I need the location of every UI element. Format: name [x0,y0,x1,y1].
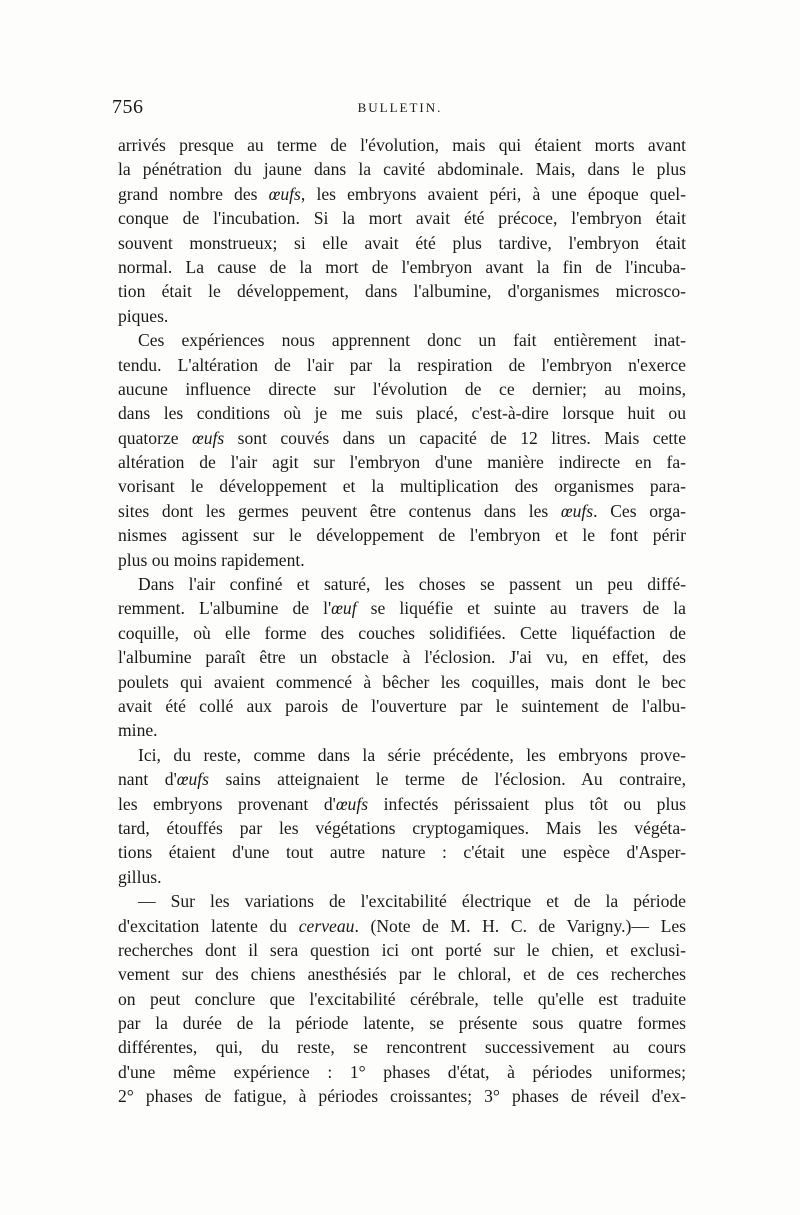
text-line [118,914,686,938]
text-segment: sites dont les germes peuvent être contenus dans les [118,500,561,521]
text-line: tard, étouffés par les végétations cryptogamiques. Mais les végéta- [118,817,686,838]
text-line: la pénétration du jaune dans la cavité abdominale. Mais, dans le plus [118,159,686,180]
italic-term: œufs [176,769,210,790]
text-line: gillus. [118,866,162,887]
text-line: par la durée de la période latente, se présente sous quatre formes [118,1013,686,1034]
text-segment: infectés périssaient plus tôt ou plus [368,793,686,814]
running-head: BULLETIN. [357,100,443,115]
text-line [118,767,686,791]
text-line: d'une même expérience : 1° phases d'état, à périodes uniformes; [118,1061,686,1082]
text-segment: d'excitation latente du [118,915,299,936]
italic-term: cerveau [298,915,355,936]
text-segment: quatorze [118,427,192,448]
text-line: arrivés presque au terme de l'évolution, mais qui étaient morts avant [118,135,686,155]
text-line: poulets qui avaient commencé à bêcher les coquilles, mais dont le bec [118,671,686,692]
text-segment: . (Note de M. H. C. de Varigny.)— Les [354,915,686,936]
text-line: mine. [118,720,158,741]
text-line: recherches dont il sera question ici ont porté sur le chien, et exclusi- [118,939,686,960]
text-line [118,426,686,450]
italic-term: œufs [191,427,225,448]
italic-term: œufs [335,793,369,814]
page-number: 756 [112,96,144,118]
text-segment: sains atteignaient le terme de l'éclosion. Au contraire, [209,769,687,790]
text-line: vement sur des chiens anesthésiés par le chloral, et de ces recherches [118,964,686,985]
text-line: Dans l'air confiné et saturé, les choses se passent un peu diffé- [138,574,686,595]
text-line: aucune influence directe sur l'évolution de ce dernier; au moins, [118,378,686,399]
text-segment: se liquéfie et suinte au travers de la [356,598,686,619]
text-segment: . Ces orga- [593,500,687,521]
text-line: altération de l'air agit sur l'embryon d'une manière indirecte en fa- [118,452,686,473]
text-segment: remment. L'albumine de l' [118,598,332,619]
text-line: nismes agissent sur le développement de l'embryon et le font périr [118,525,686,546]
italic-term: œufs [560,500,594,521]
text-line: on peut conclure que l'excitabilité cérébrale, telle qu'elle est traduite [118,988,686,1009]
text-line: 2° phases de fatigue, à périodes croissantes; 3° phases de réveil d'ex- [118,1086,686,1107]
text-line: — Sur les variations de l'excitabilité électrique et de la période [138,891,686,912]
text-line [118,792,686,816]
text-line: Ces expériences nous apprennent donc un fait entièrement inat- [138,330,686,351]
text-line: tendu. L'altération de l'air par la respiration de l'embryon n'exerce [118,354,686,375]
page-header [112,96,688,122]
text-line: Ici, du reste, comme dans la série précédente, les embryons prove- [138,744,686,765]
text-line: souvent monstrueux; si elle avait été plus tardive, l'embryon était [118,232,686,253]
text-line [118,596,686,620]
text-line: tions étaient d'une tout autre nature : c'était une espèce d'Asper- [118,842,686,863]
text-line: coquille, où elle forme des couches solidifiées. Cette liquéfaction de [118,622,686,643]
text-segment: grand nombre des [118,183,269,204]
text-line: vorisant le développement et la multiplication des organismes para- [118,476,686,497]
italic-term: œuf [331,598,357,619]
text-line: normal. La cause de la mort de l'embryon avant la fin de l'incuba- [118,256,686,277]
text-line: plus ou moins rapidement. [118,549,305,570]
text-segment: sont couvés dans un capacité de 12 litres. Mais cette [224,427,687,448]
text-segment: les embryons provenant d' [118,793,336,814]
text-line: dans les conditions où je me suis placé, c'est-à-dire lorsque huit ou [118,403,686,424]
text-line [118,182,686,206]
body-text [118,133,686,1109]
italic-term: œufs [268,183,301,204]
text-line: piques. [118,305,169,326]
text-segment: nant d' [118,769,177,790]
text-line: tion était le développement, dans l'albumine, d'organismes microsco- [118,281,686,302]
text-line: avait été collé aux parois de l'ouverture par le suintement de l'albu- [118,695,686,716]
text-segment: , les embryons avaient péri, à une époque quel- [300,183,686,204]
text-line: différentes, qui, du reste, se rencontrent successivement au cours [118,1037,686,1058]
text-line [118,499,686,523]
text-line: conque de l'incubation. Si la mort avait été précoce, l'embryon était [118,208,686,229]
text-line: l'albumine paraît être un obstacle à l'éclosion. J'ai vu, en effet, des [118,647,686,668]
